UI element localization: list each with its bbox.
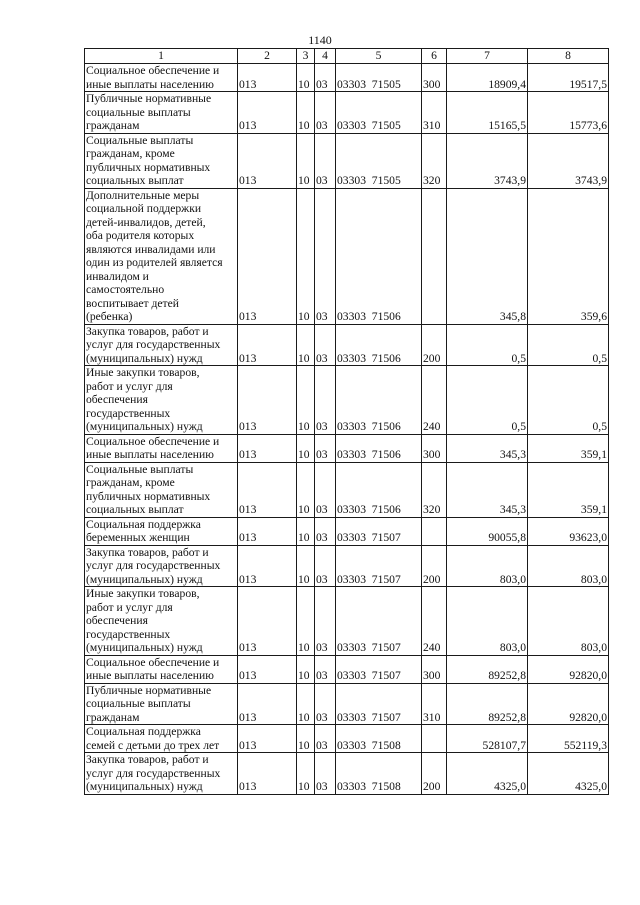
- section-code-cell: 10: [297, 434, 315, 462]
- page-number: 1140: [308, 33, 332, 47]
- row-name-cell: [85, 462, 238, 517]
- row-name-line: (муниципальных) нужд: [86, 641, 203, 654]
- table-row: [85, 92, 609, 134]
- row-name-line: детей-инвалидов, детей,: [86, 215, 206, 229]
- amount-year1-cell: 0,5: [447, 366, 528, 435]
- expense-type-cell: 200: [422, 324, 447, 366]
- row-name-line: Социальные выплаты: [86, 133, 194, 147]
- subsection-code-cell: 03: [315, 133, 336, 188]
- table-row: [85, 188, 609, 324]
- expense-type-cell: 300: [422, 64, 447, 92]
- table-row: [85, 517, 609, 545]
- target-article-cell: 03303 71507: [336, 655, 422, 683]
- amount-year1-cell: 803,0: [447, 587, 528, 656]
- section-code-cell: 10: [297, 517, 315, 545]
- column-header: 4: [315, 49, 336, 64]
- section-code-cell: 10: [297, 133, 315, 188]
- target-article-cell: 03303 71506: [336, 366, 422, 435]
- table-row: [85, 366, 609, 435]
- target-article-cell: 03303 71507: [336, 683, 422, 725]
- row-name-line: социальной поддержки: [86, 202, 202, 215]
- amount-year2-cell: 803,0: [528, 587, 609, 656]
- subsection-code-cell: 03: [315, 324, 336, 366]
- amount-year2-cell: 15773,6: [528, 92, 609, 134]
- target-article-cell: 03303 71505: [336, 92, 422, 134]
- expense-type-cell: 300: [422, 434, 447, 462]
- expense-type-cell: 320: [422, 133, 447, 188]
- amount-year1-cell: 90055,8: [447, 517, 528, 545]
- target-article-cell: 03303 71508: [336, 725, 422, 753]
- section-code-cell: 10: [297, 324, 315, 366]
- amount-year1-cell: 4325,0: [447, 753, 528, 795]
- row-name-line: публичных нормативных: [86, 489, 211, 503]
- row-name-cell: [85, 587, 238, 656]
- row-name-cell: [85, 434, 238, 462]
- row-name-line: Социальное обеспечение и: [86, 64, 220, 77]
- column-header: 5: [336, 49, 422, 64]
- header-row: [85, 49, 609, 64]
- row-name-line: гражданам: [86, 710, 140, 724]
- amount-year1-cell: 345,3: [447, 434, 528, 462]
- section-code-cell: 10: [297, 92, 315, 134]
- column-header: 2: [238, 49, 297, 64]
- row-name-line: гражданам, кроме: [86, 476, 175, 489]
- amount-year2-cell: 552119,3: [528, 725, 609, 753]
- row-name-line: гражданам, кроме: [86, 147, 175, 160]
- ministry-code-cell: 013: [238, 133, 297, 188]
- row-name-line: (муниципальных) нужд: [86, 351, 203, 365]
- subsection-code-cell: 03: [315, 545, 336, 587]
- amount-year1-cell: 18909,4: [447, 64, 528, 92]
- row-name-cell: [85, 683, 238, 725]
- row-name-line: социальных выплат: [86, 503, 184, 516]
- row-name-line: самостоятельно: [86, 283, 165, 296]
- subsection-code-cell: 03: [315, 64, 336, 92]
- row-name-line: Социальные выплаты: [86, 462, 194, 476]
- row-name-cell: [85, 725, 238, 753]
- amount-year1-cell: 89252,8: [447, 655, 528, 683]
- table-row: [85, 324, 609, 366]
- row-name-line: (муниципальных) нужд: [86, 780, 203, 793]
- section-code-cell: 10: [297, 188, 315, 324]
- row-name-cell: [85, 188, 238, 324]
- column-header: 3: [297, 49, 315, 64]
- row-name-line: иные выплаты населению: [86, 448, 214, 461]
- ministry-code-cell: 013: [238, 324, 297, 366]
- table-row: [85, 683, 609, 725]
- section-code-cell: 10: [297, 462, 315, 517]
- section-code-cell: 10: [297, 545, 315, 587]
- subsection-code-cell: 03: [315, 366, 336, 435]
- amount-year2-cell: 0,5: [528, 324, 609, 366]
- expense-type-cell: 320: [422, 462, 447, 517]
- section-code-cell: 10: [297, 725, 315, 753]
- subsection-code-cell: 03: [315, 434, 336, 462]
- ministry-code-cell: 013: [238, 683, 297, 725]
- amount-year1-cell: 15165,5: [447, 92, 528, 134]
- subsection-code-cell: 03: [315, 753, 336, 795]
- row-name-line: Публичные нормативные: [86, 683, 212, 697]
- ministry-code-cell: 013: [238, 587, 297, 656]
- target-article-cell: 03303 71505: [336, 64, 422, 92]
- amount-year2-cell: 359,6: [528, 188, 609, 324]
- row-name-line: услуг для государственных: [86, 766, 221, 780]
- row-name-line: социальные выплаты: [86, 105, 191, 119]
- target-article-cell: 03303 71506: [336, 462, 422, 517]
- target-article-cell: 03303 71508: [336, 753, 422, 795]
- row-name-line: Иные закупки товаров,: [86, 366, 200, 379]
- row-name-line: (ребенка): [86, 310, 133, 323]
- subsection-code-cell: 03: [315, 725, 336, 753]
- amount-year2-cell: 359,1: [528, 462, 609, 517]
- amount-year2-cell: 92820,0: [528, 655, 609, 683]
- row-name-line: Социальная поддержка: [86, 725, 201, 738]
- table-body: [85, 64, 609, 795]
- row-name-line: Закупка товаров, работ и: [86, 753, 209, 766]
- table-row: [85, 587, 609, 656]
- table-row: [85, 725, 609, 753]
- table-row: [85, 753, 609, 795]
- row-name-line: гражданам: [86, 119, 140, 132]
- ministry-code-cell: 013: [238, 753, 297, 795]
- table-row: [85, 434, 609, 462]
- row-name-line: социальных выплат: [86, 174, 184, 187]
- column-header: 8: [528, 49, 609, 64]
- budget-table: [84, 48, 609, 795]
- subsection-code-cell: 03: [315, 188, 336, 324]
- column-header: 6: [422, 49, 447, 64]
- expense-type-cell: [422, 725, 447, 753]
- amount-year1-cell: 3743,9: [447, 133, 528, 188]
- table-row: [85, 655, 609, 683]
- section-code-cell: 10: [297, 64, 315, 92]
- amount-year2-cell: 0,5: [528, 366, 609, 435]
- target-article-cell: 03303 71507: [336, 517, 422, 545]
- row-name-line: Социальное обеспечение и: [86, 434, 220, 448]
- table-row: [85, 133, 609, 188]
- target-article-cell: 03303 71507: [336, 587, 422, 656]
- ministry-code-cell: 013: [238, 545, 297, 587]
- row-name-line: государственных: [86, 406, 171, 420]
- row-name-line: публичных нормативных: [86, 160, 211, 174]
- row-name-line: услуг для государственных: [86, 559, 221, 572]
- expense-type-cell: [422, 188, 447, 324]
- row-name-cell: [85, 64, 238, 92]
- row-name-line: Социальная поддержка: [86, 517, 201, 531]
- expense-type-cell: 200: [422, 753, 447, 795]
- amount-year2-cell: 803,0: [528, 545, 609, 587]
- row-name-cell: [85, 366, 238, 435]
- table-row: [85, 462, 609, 517]
- ministry-code-cell: 013: [238, 725, 297, 753]
- row-name-cell: [85, 92, 238, 134]
- row-name-cell: [85, 753, 238, 795]
- row-name-line: обеспечения: [86, 393, 148, 406]
- row-name-line: социальные выплаты: [86, 697, 191, 710]
- row-name-line: Закупка товаров, работ и: [86, 545, 209, 559]
- row-name-cell: [85, 545, 238, 587]
- row-name-line: работ и услуг для: [86, 379, 173, 393]
- row-name-line: Дополнительные меры: [86, 188, 200, 202]
- row-name-line: являются инвалидами или: [86, 242, 216, 256]
- row-name-line: (муниципальных) нужд: [86, 572, 203, 586]
- amount-year2-cell: 93623,0: [528, 517, 609, 545]
- target-article-cell: 03303 71505: [336, 133, 422, 188]
- ministry-code-cell: 013: [238, 64, 297, 92]
- column-header: 1: [85, 49, 238, 64]
- ministry-code-cell: 013: [238, 517, 297, 545]
- target-article-cell: 03303 71507: [336, 545, 422, 587]
- expense-type-cell: 240: [422, 587, 447, 656]
- section-code-cell: 10: [297, 753, 315, 795]
- ministry-code-cell: 013: [238, 462, 297, 517]
- row-name-line: государственных: [86, 627, 171, 641]
- row-name-line: оба родителя которых: [86, 229, 195, 242]
- amount-year1-cell: 89252,8: [447, 683, 528, 725]
- amount-year2-cell: 92820,0: [528, 683, 609, 725]
- target-article-cell: 03303 71506: [336, 324, 422, 366]
- amount-year1-cell: 528107,7: [447, 725, 528, 753]
- row-name-line: воспитывает детей: [86, 296, 179, 310]
- subsection-code-cell: 03: [315, 517, 336, 545]
- row-name-line: Социальное обеспечение и: [86, 655, 220, 669]
- amount-year1-cell: 345,8: [447, 188, 528, 324]
- row-name-line: Иные закупки товаров,: [86, 587, 200, 600]
- table-row: [85, 64, 609, 92]
- target-article-cell: 03303 71506: [336, 188, 422, 324]
- target-article-cell: 03303 71506: [336, 434, 422, 462]
- subsection-code-cell: 03: [315, 92, 336, 134]
- ministry-code-cell: 013: [238, 366, 297, 435]
- row-name-cell: [85, 655, 238, 683]
- row-name-line: один из родителей является: [86, 256, 223, 269]
- row-name-cell: [85, 517, 238, 545]
- amount-year1-cell: 0,5: [447, 324, 528, 366]
- amount-year2-cell: 4325,0: [528, 753, 609, 795]
- subsection-code-cell: 03: [315, 587, 336, 656]
- row-name-line: услуг для государственных: [86, 338, 221, 351]
- row-name-cell: [85, 133, 238, 188]
- row-name-line: Публичные нормативные: [86, 92, 212, 105]
- amount-year2-cell: 3743,9: [528, 133, 609, 188]
- ministry-code-cell: 013: [238, 655, 297, 683]
- ministry-code-cell: 013: [238, 188, 297, 324]
- column-header: 7: [447, 49, 528, 64]
- section-code-cell: 10: [297, 655, 315, 683]
- section-code-cell: 10: [297, 366, 315, 435]
- amount-year1-cell: 345,3: [447, 462, 528, 517]
- expense-type-cell: 240: [422, 366, 447, 435]
- row-name-line: иные выплаты населению: [86, 77, 214, 91]
- amount-year1-cell: 803,0: [447, 545, 528, 587]
- section-code-cell: 10: [297, 587, 315, 656]
- amount-year2-cell: 19517,5: [528, 64, 609, 92]
- amount-year2-cell: 359,1: [528, 434, 609, 462]
- expense-type-cell: 200: [422, 545, 447, 587]
- row-name-cell: [85, 324, 238, 366]
- expense-type-cell: [422, 517, 447, 545]
- expense-type-cell: 310: [422, 92, 447, 134]
- subsection-code-cell: 03: [315, 683, 336, 725]
- subsection-code-cell: 03: [315, 655, 336, 683]
- expense-type-cell: 300: [422, 655, 447, 683]
- table-row: [85, 545, 609, 587]
- ministry-code-cell: 013: [238, 434, 297, 462]
- row-name-line: обеспечения: [86, 614, 148, 627]
- ministry-code-cell: 013: [238, 92, 297, 134]
- row-name-line: работ и услуг для: [86, 600, 173, 614]
- subsection-code-cell: 03: [315, 462, 336, 517]
- row-name-line: инвалидом и: [86, 269, 149, 283]
- section-code-cell: 10: [297, 683, 315, 725]
- row-name-line: Закупка товаров, работ и: [86, 324, 209, 338]
- expense-type-cell: 310: [422, 683, 447, 725]
- row-name-line: семей с детьми до трех лет: [86, 738, 220, 752]
- row-name-line: иные выплаты населению: [86, 669, 214, 682]
- row-name-line: (муниципальных) нужд: [86, 420, 203, 433]
- row-name-line: беременных женщин: [86, 531, 190, 544]
